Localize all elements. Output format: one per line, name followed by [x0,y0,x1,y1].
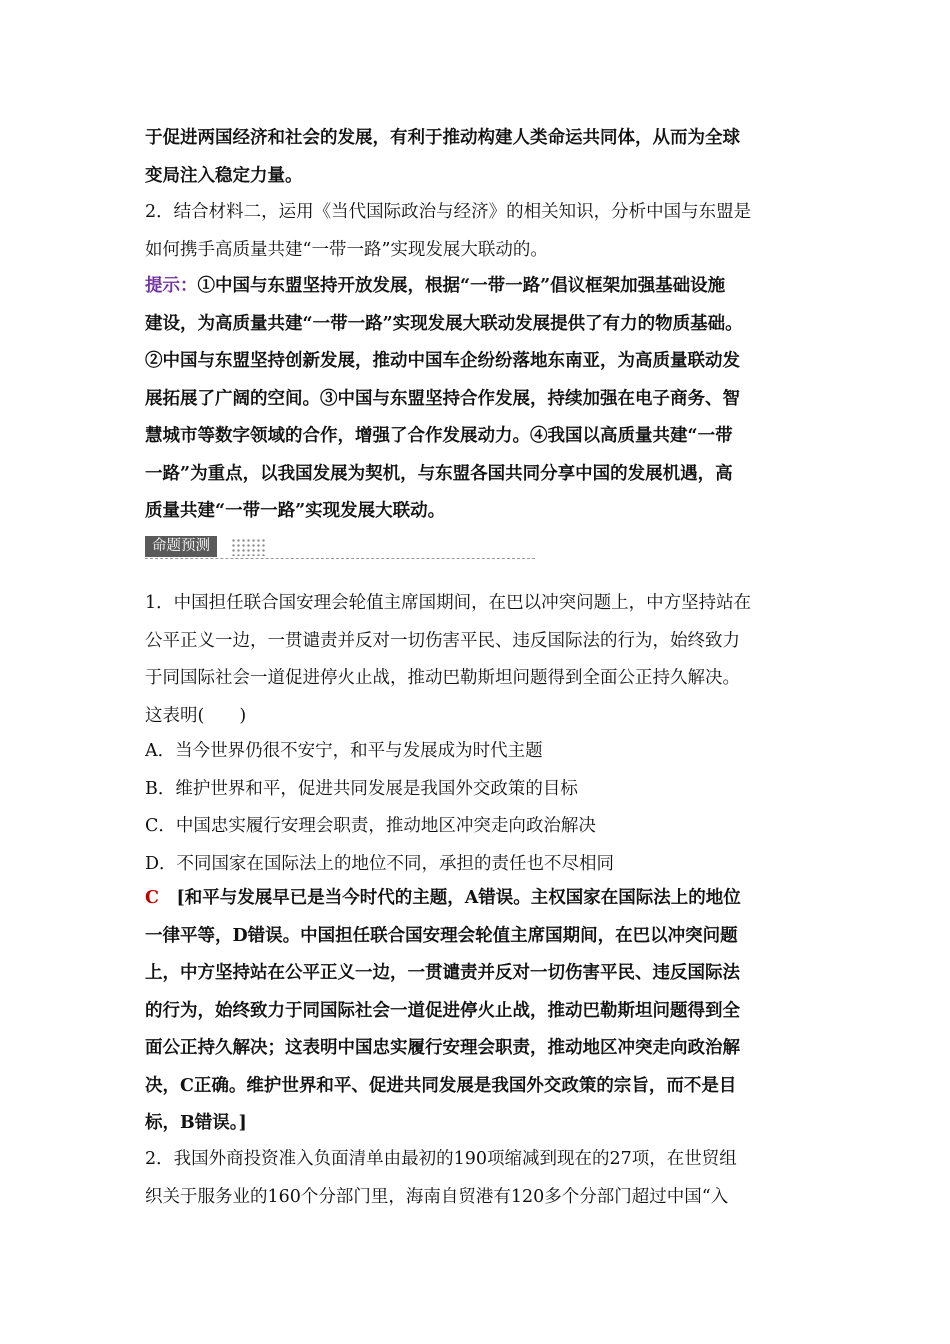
text-line: 提示：①中国与东盟坚持开放发展，根据“一带一路”倡议框架加强基础设施 [145,276,726,296]
text-line: 上，中方坚持站在公平正义一边，一贯谴责并反对一切伤害平民、违反国际法 [145,963,740,983]
text-line: 慧城市等数字领域的合作，增强了合作发展动力。④我国以高质量共建“一带 [145,426,733,446]
answer-letter: C [145,888,159,908]
hint-block [145,268,810,531]
text-line: 一路”为重点，以我国发展为契机，与东盟各国共同分享中国的发展机遇，高 [145,463,733,484]
text-line: 这表明( ) [145,705,247,726]
hint-label: 提示： [145,276,198,296]
prediction-question-1 [145,585,810,735]
text-line: C [和平与发展早已是当今时代的主题，A错误。主权国家在国际法上的地位 [145,888,741,908]
answer-explanation [145,880,810,1143]
text-line: ②中国与东盟坚持创新发展，推动中国车企纷纷落地东南亚，为高质量联动发 [145,351,740,371]
text-line: 2．结合材料二，运用《当代国际政治与经济》的相关知识，分析中国与东盟是 [145,202,752,222]
text-line: 的行为，始终致力于同国际社会一道促进停火止战，推动巴勒斯坦问题得到全 [145,1000,740,1021]
text-line: 面公正持久解决；这表明中国忠实履行安理会职责，推动地区冲突走向政治解 [145,1038,740,1058]
text-line: 展拓展了广阔的空间。③中国与东盟坚持合作发展，持续加强在电子商务、智 [145,388,740,409]
text-line: 如何携手高质量共建“一带一路”实现发展大联动的。 [145,239,548,260]
dot-pattern-icon [231,538,265,556]
text-line: 质量共建“一带一路”实现发展大联动。 [145,501,446,521]
text-line: 公平正义一边，一贯谴责并反对一切伤害平民、违反国际法的行为，始终致力 [145,630,740,651]
text-line: 决，C正确。维护世界和平、促进共同发展是我国外交政策的宗旨，而不是目 [145,1075,737,1096]
dashed-divider [145,558,535,559]
section-banner [145,536,535,560]
text-line: 建设，为高质量共建“一带一路”实现发展大联动发展提供了有力的物质基础。 [145,313,743,334]
section-title: 命题预测 [145,536,217,557]
text-line: 2．我国外商投资准入负面清单由最初的190项缩减到现在的27项，在世贸组 [145,1149,737,1169]
text-line: 于同国际社会一道促进停火止战，推动巴勒斯坦问题得到全面公正持久解决。 [145,668,740,688]
option-c: C．中国忠实履行安理会职责，推动地区冲突走向政治解决 [145,816,596,836]
answer-continuation [145,120,810,195]
text-line: 于促进两国经济和社会的发展，有利于推动构建人类命运共同体，从而为全球 [145,128,740,148]
option-a: A．当今世界仍很不安宁，和平与发展成为时代主题 [145,741,543,761]
option-d: D．不同国家在国际法上的地位不同，承担的责任也不尽相同 [145,853,615,874]
question-2 [145,194,810,269]
text-line: 变局注入稳定力量。 [145,165,303,186]
text-line: 一律平等，D错误。中国担任联合国安理会轮值主席国期间，在巴以冲突问题 [145,925,738,946]
text-line: 1．中国担任联合国安理会轮值主席国期间，在巴以冲突问题上，中方坚持站在 [145,593,752,613]
options-list [145,733,810,883]
option-b: B．维护世界和平，促进共同发展是我国外交政策的目标 [145,778,578,799]
prediction-question-2 [145,1141,810,1216]
text-line: 标，B错误。] [145,1113,247,1133]
text-line: 织关于服务业的160个分部门里，海南自贸港有120多个分部门超过中国“入 [145,1186,729,1207]
